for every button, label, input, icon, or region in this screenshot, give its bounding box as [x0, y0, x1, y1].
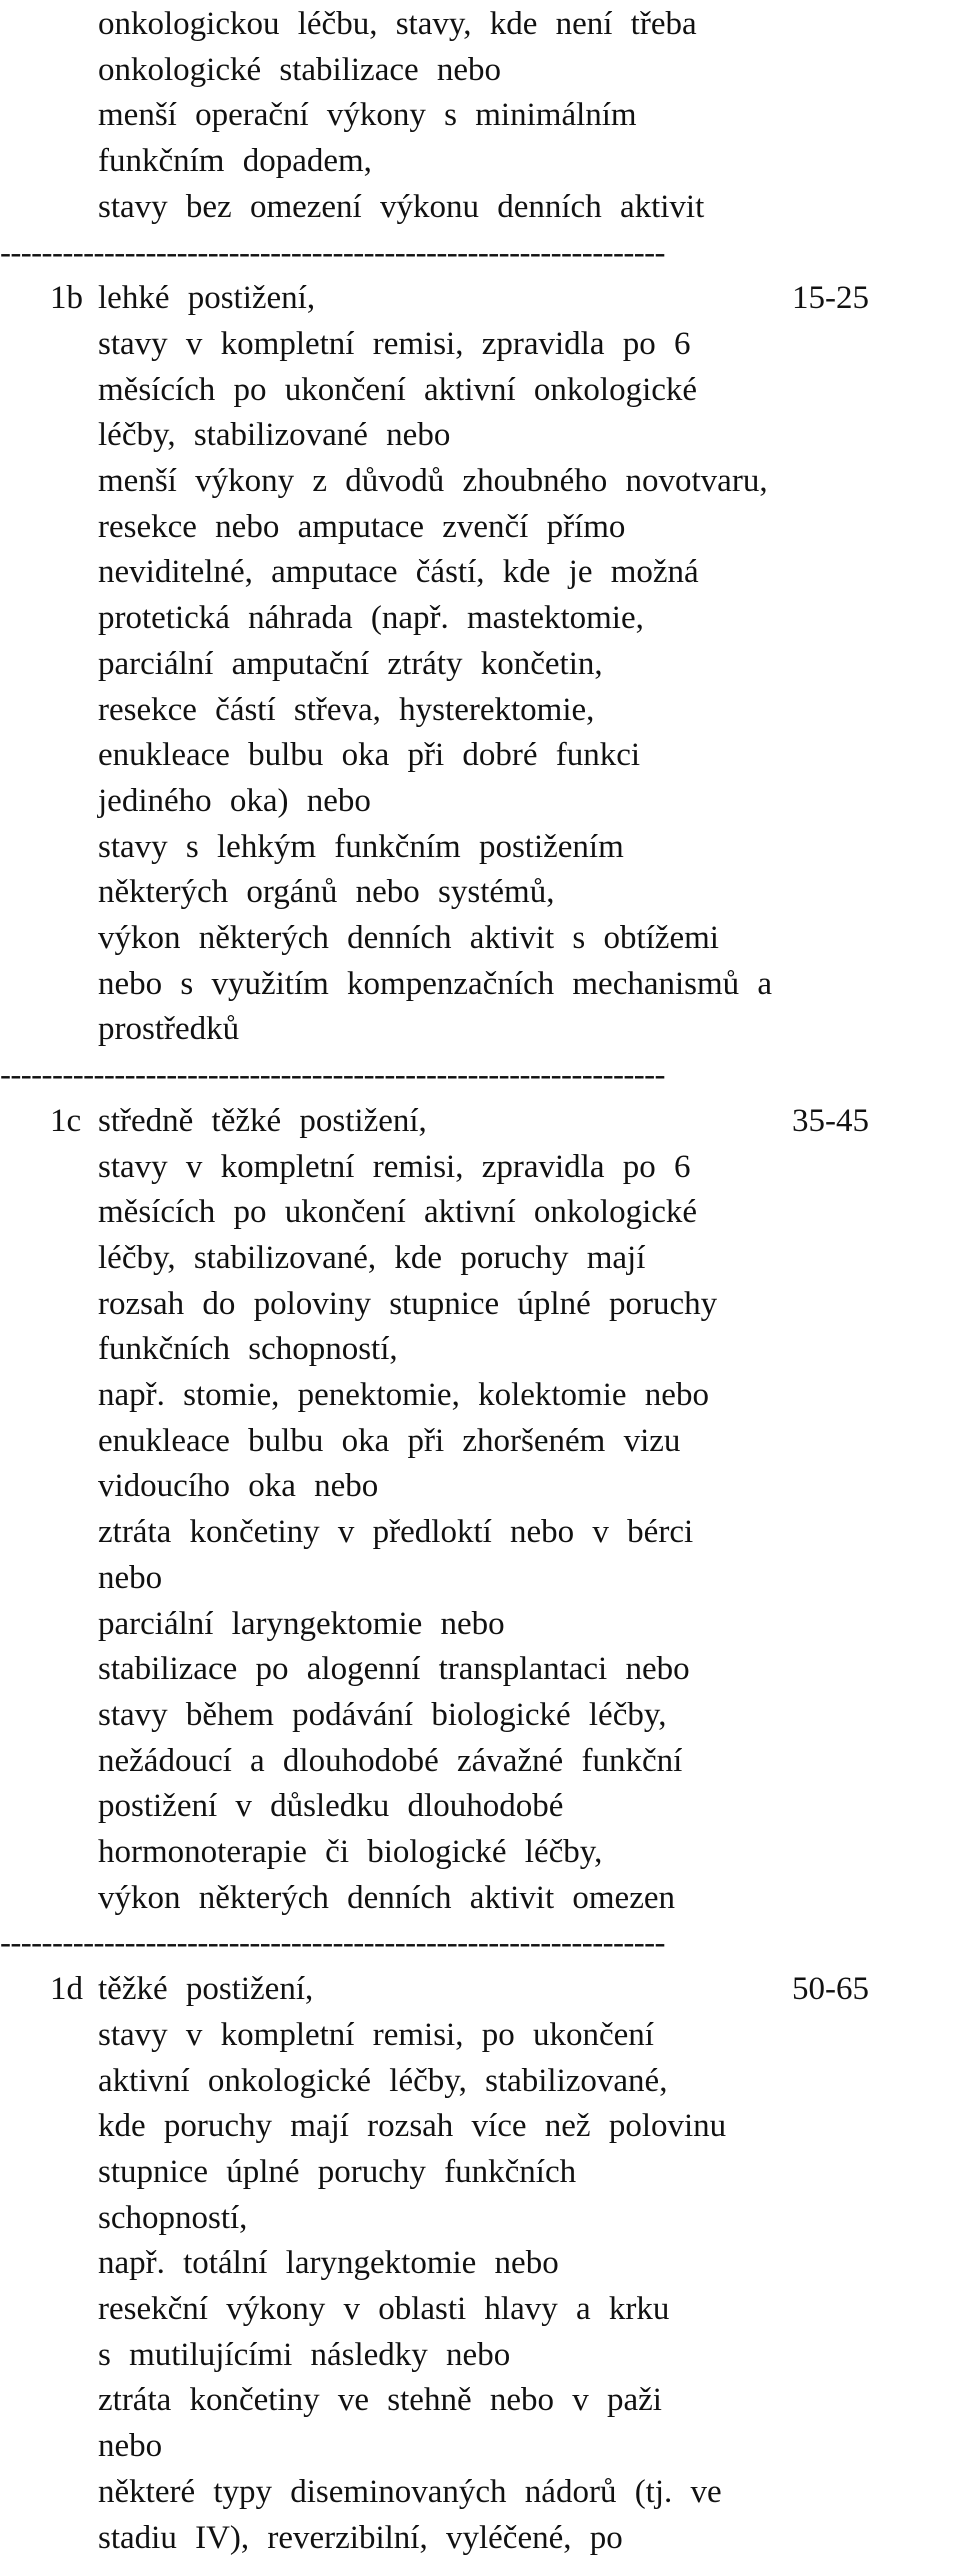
separator-line: ----------------------------------------------------------------	[0, 1921, 960, 1967]
section-points: 35-45	[792, 1099, 869, 1145]
body-line: prostředků	[98, 1007, 960, 1053]
body-line: nebo	[98, 2424, 960, 2470]
section-header	[50, 276, 912, 322]
body-line: stupnice úplné poruchy funkčních	[98, 2150, 960, 2196]
body-line: nebo	[98, 1556, 960, 1602]
body-line: stabilizace po alogenní transplantaci nebo	[98, 1647, 960, 1693]
body-line: schopností,	[98, 2196, 960, 2242]
body-line: kde poruchy mají rozsah více než polovinu	[98, 2104, 960, 2150]
body-line: menší výkony z důvodů zhoubného novotvaru,	[98, 459, 960, 505]
body-line: stavy během podávání biologické léčby,	[98, 1693, 960, 1739]
body-line: funkčních schopností,	[98, 1327, 960, 1373]
body-line: např. stomie, penektomie, kolektomie nebo	[98, 1373, 960, 1419]
intro-line: stavy bez omezení výkonu denních aktivit	[98, 185, 960, 231]
body-line: léčby, stabilizované, kde poruchy mají	[98, 1236, 960, 1282]
body-line: enukleace bulbu oka při zhoršeném vizu	[98, 1419, 960, 1465]
body-line: výkon některých denních aktivit s obtížemi	[98, 916, 960, 962]
body-line: nežádoucí a dlouhodobé závažné funkční	[98, 1739, 960, 1785]
body-line: výkon některých denních aktivit omezen	[98, 1876, 960, 1922]
body-line: ztráta končetiny v předloktí nebo v bérci	[98, 1510, 960, 1556]
body-line: s mutilujícími následky nebo	[98, 2333, 960, 2379]
body-line: aktivní onkologické léčby, stabilizované,	[98, 2059, 960, 2105]
body-line: resekční výkony v oblasti hlavy a krku	[98, 2287, 960, 2333]
section-header	[50, 1967, 912, 2013]
section-code: 1c	[50, 1099, 81, 1145]
body-line: parciální amputační ztráty končetin,	[98, 642, 960, 688]
body-line: stadiu IV), reverzibilní, vyléčené, po	[98, 2516, 960, 2561]
body-line: hormonoterapie či biologické léčby,	[98, 1830, 960, 1876]
intro-line: menší operační výkony s minimálním	[98, 93, 960, 139]
body-line: nebo s využitím kompenzačních mechanismů a	[98, 962, 960, 1008]
body-line: neviditelné, amputace částí, kde je možná	[98, 550, 960, 596]
body-line: měsících po ukončení aktivní onkologické	[98, 368, 960, 414]
intro-line: onkologickou léčbu, stavy, kde není třeba	[98, 2, 960, 48]
separator-line: ----------------------------------------------------------------	[0, 231, 960, 277]
section-header	[50, 1099, 912, 1145]
section-title: těžké postižení,	[98, 1967, 313, 2013]
section-title: středně těžké postižení,	[98, 1099, 427, 1145]
intro-line: onkologické stabilizace nebo	[98, 48, 960, 94]
body-line: měsících po ukončení aktivní onkologické	[98, 1190, 960, 1236]
body-line: léčby, stabilizované nebo	[98, 413, 960, 459]
body-line: resekce nebo amputace zvenčí přímo	[98, 505, 960, 551]
body-line: resekce částí střeva, hysterektomie,	[98, 688, 960, 734]
body-line: rozsah do poloviny stupnice úplné poruchy	[98, 1282, 960, 1328]
body-line: jediného oka) nebo	[98, 779, 960, 825]
section-points: 50-65	[792, 1967, 869, 2013]
section-title: lehké postižení,	[98, 276, 315, 322]
body-line: postižení v důsledku dlouhodobé	[98, 1784, 960, 1830]
separator-line: ----------------------------------------------------------------	[0, 1053, 960, 1099]
body-line: protetická náhrada (např. mastektomie,	[98, 596, 960, 642]
section-code: 1b	[50, 276, 83, 322]
body-line: enukleace bulbu oka při dobré funkci	[98, 733, 960, 779]
body-line: stavy v kompletní remisi, zpravidla po 6	[98, 1145, 960, 1191]
body-line: stavy v kompletní remisi, zpravidla po 6	[98, 322, 960, 368]
intro-line: funkčním dopadem,	[98, 139, 960, 185]
body-line: některé typy diseminovaných nádorů (tj. ve	[98, 2470, 960, 2516]
body-line: např. totální laryngektomie nebo	[98, 2241, 960, 2287]
body-line: ztráta končetiny ve stehně nebo v paži	[98, 2378, 960, 2424]
section-code: 1d	[50, 1967, 83, 2013]
body-line: některých orgánů nebo systémů,	[98, 870, 960, 916]
body-line: vidoucího oka nebo	[98, 1464, 960, 1510]
body-line: stavy v kompletní remisi, po ukončení	[98, 2013, 960, 2059]
section-points: 15-25	[792, 276, 869, 322]
body-line: stavy s lehkým funkčním postižením	[98, 825, 960, 871]
body-line: parciální laryngektomie nebo	[98, 1602, 960, 1648]
